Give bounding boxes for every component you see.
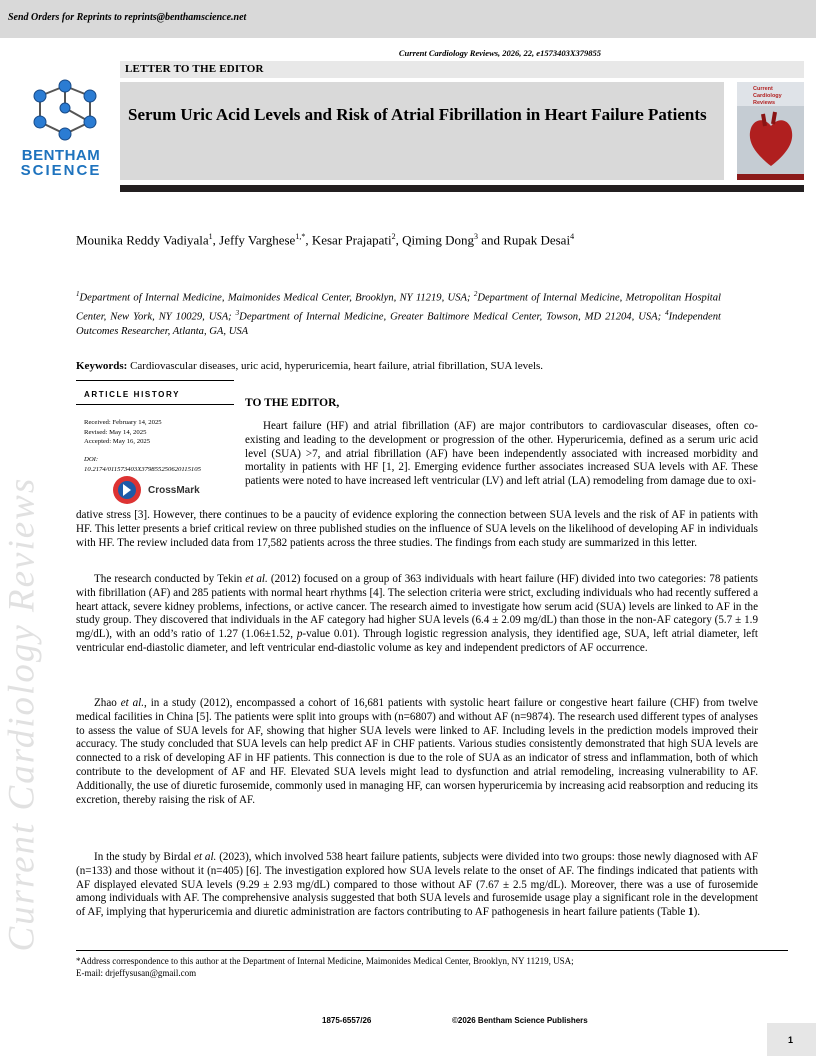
journal-cover-thumbnail [737,82,804,180]
paragraph-1-end: dative stress [3]. However, there continues to be a paucity of evidence exploring the connection between SUA levels and the risk of AF in patients with HF. This letter presents a brief critical review on three published studies on the influence of SUA levels on the likelihood of developing AF in individuals with HF. The review included data from 17,582 patients across the three studies. The findings from each study are summarized in this letter. [76,509,758,549]
affiliations [76,287,721,339]
section-label: LETTER TO THE EDITOR [125,63,264,75]
revised-date: Revised: May 14, 2025 [84,428,147,436]
author-name: Qiming Dong [402,232,474,248]
accepted-date: Accepted: May 16, 2025 [84,438,151,445]
keywords-label: Keywords: [76,360,128,372]
article-title: Serum Uric Acid Levels and Risk of Atrial Fibrillation in Heart Failure Patients [128,105,707,124]
table-reference[interactable]: 1 [688,906,694,919]
author-name: Mounika Reddy Vadiyala [76,232,209,248]
journal-watermark: Current Cardiology Reviews [1,476,43,952]
p3-text: Zhao [94,697,121,709]
p3-etal: et al. [120,697,145,709]
p2-etal: et al. [245,573,268,585]
correspondence-footnote [76,955,574,979]
header-rule [120,185,804,192]
p2-text: -value 0.01). Through logistic regression analysis, they identified age, SUA, left atrial diameter, left ventricular end-diastolic diameter, and left ventricular end-diastolic volume as key and independent predictors of AF occurrence. [76,628,759,654]
journal-reference: Current Cardiology Reviews, 2026, 22, e1573403X379855 [398,48,601,58]
crossmark-badge[interactable] [110,475,200,505]
doi-link[interactable]: 10.2174/011573403X379855250620115105 [84,465,201,473]
author-name: Rupak Desai [503,232,571,248]
p3-text: , in a study (2012), encompassed a cohort of 16,681 patients with systolic heart failure or congestive heart failure (CHF) from twelve medical facilities in China [5]. The patients were split into groups with (n=6807) and without AF (n=9874). The research used different types of analyses to assess the value of SUA levels for AF, showing that higher SUA levels were linked to AF. Including levels in the prediction models improved their accuracy. The study concluded that SUA levels can help predict AF in CHF patients. Various studies consistently demonstrated that high SUA levels are connected to a risk of developing AF in HF patients. This connection is due to the role of SUA as an indicator of stress and inflammation, both of which contribute to the development of AF and HF. Elevated SUA levels might lead to dysfunction and atrial remodeling, increasing vulnerability to AF. Additionally, the use of diuretic furosemide, commonly used in managing HF, can worsen hyperuricemia by increasing acid reabsorption and reducing its excretion, thereby raising the risk of AF. [76,697,758,806]
author-sup: 2 [391,232,396,241]
publisher-logo-line-2: SCIENCE [20,162,102,179]
author-name: Kesar Prajapati [311,232,392,248]
correspondence-email[interactable]: E-mail: drjeffysusan@gmail.com [76,968,197,978]
heart-illustration-icon [745,108,797,170]
doi-block [84,455,234,474]
page-number: 1 [788,1035,794,1045]
crossmark-label: CrossMark [148,484,200,496]
affiliation-sup: 1 [76,290,80,298]
keywords [76,360,756,372]
publisher-logo-text [10,148,112,178]
title-box [120,82,724,180]
history-rule-top [76,380,234,381]
paragraph-1-start: Heart failure (HF) and atrial fibrillation (AF) are major contributors to cardiovascular diseases, often co-existing and leading to the development or progression of the other. Hyperuricemia, defined as a serum uric acid level (SUA) >7, and atrial fibrillation (AF) have been independently associated with increased morbidity and mortality in patients with HF [1, 2]. Emerging evidence further associates increased SUA levels with AF. These patients were noted to have increased left ventricular (LV) and left atrial (LA) remodeling from damage due to oxi- [245,420,758,488]
author-name: Jeffy Varghese [219,232,296,248]
received-date: Received: February 14, 2025 [84,419,162,426]
affiliation: Department of Internal Medicine, Maimonides Medical Center, Brooklyn, NY 11219, USA; [79,292,471,304]
article-history-dates [84,418,162,447]
p2-p: p [296,628,303,641]
reprints-notice: Send Orders for Reprints to reprints@benthamscience.net [8,12,247,23]
article-history-title: ARTICLE HISTORY [84,390,181,399]
paragraph-2 [76,573,758,656]
p4-etal: et al. [194,851,217,863]
author-sup: 3 [473,232,478,241]
p4-text: In the study by Birdal [94,851,195,863]
p2-text: The research conducted by Tekin [94,573,246,585]
body-heading: TO THE EDITOR, [245,397,340,409]
affiliation: Independent Outcomes Researcher, Atlanta, GA, USA [76,311,721,338]
correspondence-address: *Address correspondence to this author at the Department of Internal Medicine, Maimonides Medical Center, Brooklyn, NY 11219, USA; [76,956,574,966]
paragraph-3 [76,697,758,807]
affiliation: Department of Internal Medicine, Greater Baltimore Medical Center, Towson, MD 21204, USA; [239,311,662,323]
history-rule-bottom [76,404,234,405]
affiliation-sup: 3 [235,308,240,317]
author-sup: 1 [208,232,213,241]
keywords-text: Cardiovascular diseases, uric acid, hyperuricemia, heart failure, atrial fibrillation, SUA levels. [130,360,544,372]
p4-text: ). [693,906,701,919]
cover-title: Current Cardiology Reviews [753,86,782,106]
author-sup: 1,* [295,232,306,241]
p4-text: (2023), which involved 538 heart failure patients, subjects were divided into two groups: those newly diagnosed with AF (n=133) and those without it (n=405) [6]. The investigation explored how SUA levels relate to the onset of AF. The findings indicated that patients with AF displayed elevated SUA levels (9.29 ± 2.93 mg/dL) compared to those without AF (7.67 ± 2.5 mg/dL). Moreover, there was a use of furosemide among individuals with AF. The comprehensive analysis suggested that both SUA levels and furosemide usage play a significant role in the development of AF, implying that hyperuricemia and diuretic administration are factors contributing to AF pathogenesis in heart failure patients (Table [76,851,759,919]
author-list: Mounika Reddy Vadiyala$^1$, Jeffy Varghese$^{1,*}$, Kesar Prajapati$^2$, Qiming Dong$^3$ and Rupak Desai$^4$ [76,232,575,248]
affiliation-sup: 2 [473,290,478,298]
copyright: ©2026 Bentham Science Publishers [452,1016,588,1025]
issn: 1875-6557/26 [322,1016,372,1025]
bentham-molecule-logo-icon [20,78,110,148]
footnote-rule [76,950,788,951]
affiliation-sup: 4 [665,308,669,317]
doi-label: DOI: [84,456,99,463]
publisher-logo-line-1: BENTHAM [21,147,101,164]
p2-text: (2012) focused on a group of 363 individuals with heart failure (HF) divided into two categories: 78 patients with fibrillation (AF) and 285 patients with normal heart rhythms [4]. The selection criteria were strict, excluding individuals who had recently suffered a heart attack, severe kidney problems, infections, or active cancer. The research aimed to investigate how serum acid (SUA) levels are linked to AF in the study group. They discovered that individuals in the AF category had higher SUA levels (6.4 ± 2.09 mg/dL) than those in the non-AF category (5.7 ± 1.9 mg/dL), with an odd’s ratio of 1.27 (1.06±1.52, [76,573,758,641]
paragraph-4 [76,851,758,920]
author-sup: 4 [570,232,575,241]
crossmark-icon [110,475,144,505]
affiliation: Department of Internal Medicine, Metropolitan Hospital Center, New York, NY 10029, USA; [76,292,721,323]
